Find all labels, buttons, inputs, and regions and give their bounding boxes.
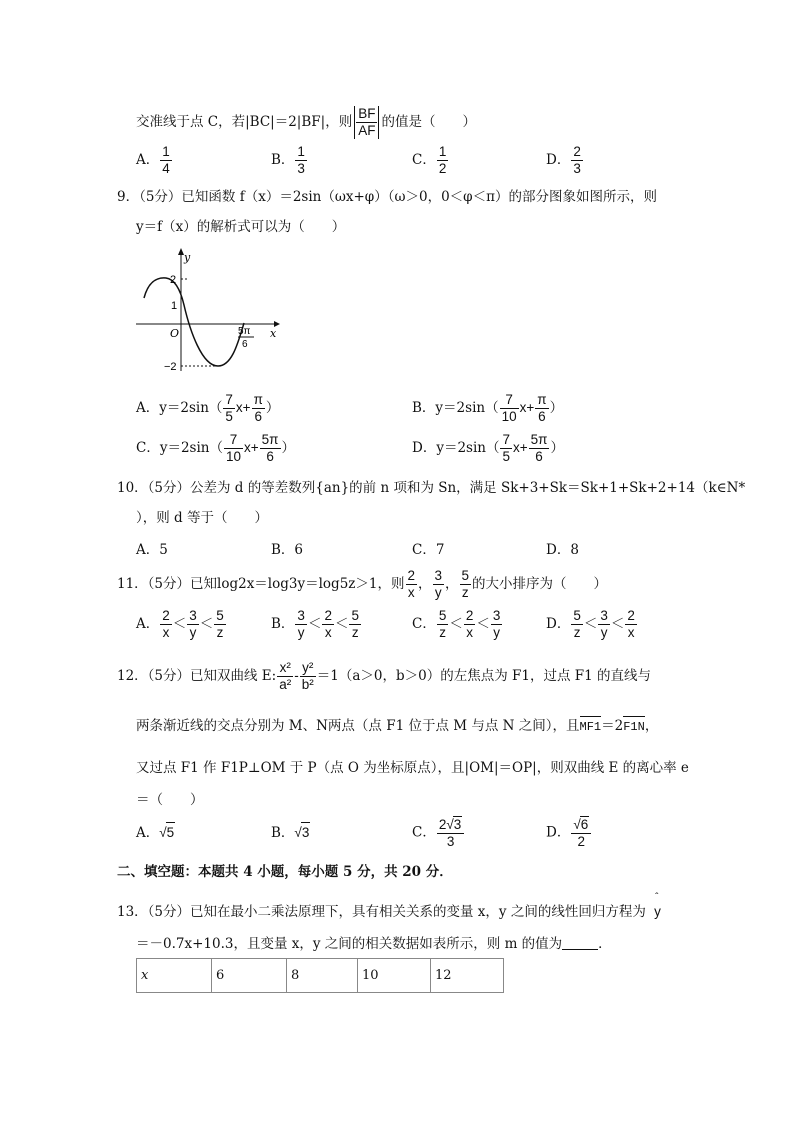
option-label: C．: [412, 824, 436, 841]
option-label: D．: [546, 152, 571, 168]
q10-option-b[interactable]: [271, 540, 303, 560]
q13-stem-line1: [117, 892, 661, 922]
frac-num: 5: [461, 568, 470, 583]
frac-den: a²: [279, 677, 292, 692]
frac-num: 7: [225, 392, 233, 407]
q13-data-table: [136, 958, 504, 993]
q12-text-c: 两条渐近线的交点分别为 M、N两点（点 F1 位于点 M 与点 N 之间），且: [136, 718, 580, 734]
frac-den: 5: [225, 409, 233, 424]
q12-stem-line1: [117, 660, 651, 693]
minus-sign: -: [294, 668, 299, 683]
q11-option-d[interactable]: [546, 608, 638, 641]
option-text: 8: [570, 542, 579, 558]
frac-den: x: [466, 625, 473, 640]
q8-frac-num: BF: [358, 106, 376, 121]
section-header-fill-in: 二、填空题：本题共 4 小题，每小题 5 分，共 20 分．: [117, 864, 453, 880]
option-label: C．: [412, 152, 436, 168]
option-text: 6: [294, 542, 304, 558]
q13-text-a: 13．（5分）已知在最小二乘法原理下，具有相关关系的变量 x，y 之间的线性回归方程为: [117, 904, 646, 920]
frac-num: 7: [502, 432, 510, 447]
option-label: A．: [136, 152, 160, 168]
q12-option-b[interactable]: B．√3: [271, 822, 310, 843]
frac-den: z: [351, 625, 359, 640]
option-text: x+: [519, 400, 535, 415]
frac-den: 4: [162, 161, 170, 176]
option-text: y＝2sin（: [159, 440, 223, 456]
q9-option-d[interactable]: [412, 432, 564, 465]
q11-option-c[interactable]: [412, 608, 503, 641]
option-label: D．: [546, 616, 571, 632]
table-cell: 6: [212, 959, 287, 993]
q11-option-b[interactable]: [271, 608, 362, 641]
frac-num: 3: [297, 608, 305, 623]
frac-num: π: [253, 392, 263, 407]
option-label: B．: [271, 616, 295, 632]
frac-num: 5π: [261, 432, 279, 447]
option-label: D．: [546, 824, 571, 841]
option-label: A．: [136, 400, 160, 416]
frac-den: 2: [577, 834, 586, 849]
q13-text-b: ＝－0.7x+10.3，且变量 x，y 之间的相关数据如表所示，则 m 的值为: [136, 936, 563, 952]
option-label: B．: [271, 825, 295, 841]
frac-den: y: [434, 585, 442, 600]
option-label: C．: [412, 542, 436, 558]
q10-option-c[interactable]: [412, 540, 444, 560]
q13-stem-line2: [136, 934, 612, 954]
q9-option-c[interactable]: [136, 432, 295, 465]
frac-den: x: [627, 625, 635, 640]
q11-option-a[interactable]: [136, 608, 227, 641]
tick-neg2: −2: [164, 361, 177, 373]
sine-curve: [144, 278, 244, 366]
origin-label: O: [170, 327, 180, 340]
option-text: 7: [435, 542, 445, 558]
frac-den: 3: [573, 161, 581, 176]
frac-num: y²: [300, 660, 316, 677]
option-text: y＝2sin（: [435, 400, 499, 416]
frac-num: x²: [277, 660, 293, 677]
x-tick-num: 5π: [238, 326, 251, 337]
frac-num: 3: [189, 608, 197, 623]
radicand: 6: [580, 817, 589, 832]
frac-num: 5: [216, 608, 224, 623]
tick-1: 1: [171, 300, 178, 312]
frac-num: π: [537, 392, 547, 407]
option-label: C．: [412, 616, 436, 632]
table-cell: 8: [287, 959, 358, 993]
frac-num: 3: [492, 608, 501, 623]
q10-stem-line1: 10．（5分）公差为 d 的等差数列{an}的前 n 项和为 Sn，满足 Sk+3+Sk＝Sk+1+Sk+2+14（k∈N*: [117, 480, 746, 496]
frac-den: 2: [438, 161, 447, 176]
frac-num: 5: [351, 608, 359, 623]
vector-f1n: F1N: [623, 717, 645, 737]
frac-num: 5: [438, 608, 447, 623]
frac-num: 2: [465, 608, 474, 623]
option-text: ）: [549, 400, 564, 416]
option-text: 5: [159, 542, 168, 558]
q12-text-b: ＝1（a＞0，b＞0）的左焦点为 F1，过点 F1 的直线与: [316, 668, 651, 684]
lt-sign: ＜: [610, 616, 625, 632]
frac-num: 1: [297, 144, 305, 159]
option-label: C．: [136, 440, 160, 456]
frac-num: 7: [500, 392, 519, 409]
lt-sign: ＜: [172, 616, 187, 632]
radicand: 5: [166, 822, 176, 843]
q9-stem-line2: y＝f（x）的解析式可以为（ ）: [136, 219, 346, 235]
q9-option-a[interactable]: [136, 392, 279, 425]
table-cell: 10: [358, 959, 431, 993]
q9-sine-graph: [134, 243, 284, 375]
q12-option-d[interactable]: D． $\frac{√6}{2}$: [546, 816, 592, 850]
frac-den: b²: [301, 677, 314, 692]
frac-num: 1: [162, 144, 170, 159]
q9-stem-line1: 9．（5分）已知函数 f（x）＝2sin（ωx+φ）（ω＞0，0＜φ＜π）的部分图象如图所示，则: [117, 189, 658, 205]
frac-den: z: [216, 625, 224, 640]
option-label: D．: [412, 440, 437, 456]
option-label: A．: [136, 616, 160, 632]
lt-sign: ＜: [583, 616, 598, 632]
frac-den: z: [439, 625, 446, 640]
option-label: A．: [136, 542, 160, 558]
q8-stem: [136, 106, 476, 139]
q8-text-a: 交准线于点 C，若|BC|＝2|BF|，则: [136, 114, 353, 130]
q13-text-c: ．: [598, 936, 612, 952]
q10-option-a[interactable]: [136, 540, 168, 560]
frac-num: 3: [600, 608, 608, 623]
frac-num: 2: [627, 608, 635, 623]
q12-option-c[interactable]: C． $\frac{2√3}{3}$: [412, 816, 465, 850]
coef: 2: [438, 817, 447, 832]
lt-sign: ＜: [199, 616, 214, 632]
q8-text-b: 的值是（ ）: [381, 114, 476, 130]
frac-num: 1: [438, 144, 447, 159]
q8-frac-den: AF: [358, 123, 376, 138]
frac-den: 6: [254, 409, 262, 424]
lt-sign: ＜: [476, 616, 490, 632]
y-hat-letter: y: [654, 904, 661, 919]
option-text: ）: [550, 440, 564, 456]
option-text: ）: [281, 440, 295, 456]
frac-num: 7: [224, 432, 243, 449]
lt-sign: ＜: [334, 616, 349, 632]
y-axis-label: y: [184, 251, 191, 264]
frac-den: z: [573, 625, 581, 640]
frac-num: 5: [573, 608, 581, 623]
q12-option-a[interactable]: A．√5: [136, 822, 175, 843]
table-cell: x: [137, 959, 212, 993]
q11-text-a: 11．（5分）已知log2x＝log3y＝log5z＞1，则: [117, 576, 405, 592]
q12-stem-line2: [136, 716, 658, 737]
lt-sign: ＜: [449, 616, 463, 632]
q8-abs-frac: [354, 106, 379, 139]
option-text: x+: [244, 440, 259, 455]
frac-num: 2: [162, 608, 170, 623]
frac-den: 10: [226, 449, 242, 464]
option-text: y＝2sin（: [436, 440, 500, 456]
option-text: x+: [235, 400, 251, 415]
frac-den: x: [162, 625, 170, 640]
frac-den: y: [493, 625, 500, 640]
q12-eq: ＝2: [601, 718, 624, 734]
option-label: B．: [271, 152, 295, 168]
sep: ，: [445, 576, 459, 592]
q8-option-b[interactable]: [271, 144, 308, 177]
option-text: ）: [265, 400, 280, 416]
option-label: B．: [412, 400, 436, 416]
tick-2: 2: [170, 274, 177, 286]
q10-stem-line2: ），则 d 等于（ ）: [136, 510, 268, 526]
frac-den: y: [189, 625, 197, 640]
q11-text-b: 的大小排序为（ ）: [472, 576, 608, 592]
radicand: 3: [453, 817, 462, 832]
frac-den: y: [297, 625, 305, 640]
frac-den: z: [461, 585, 469, 600]
lt-sign: ＜: [307, 616, 322, 632]
q12-stem-line3: 又过点 F1 作 F1P⊥OM 于 P（点 O 为坐标原点），且|OM|＝OP|，则双曲线 E 的离心率 e: [136, 760, 689, 776]
frac-den: 5: [502, 449, 510, 464]
q10-option-d[interactable]: [546, 540, 579, 560]
option-label: D．: [546, 542, 571, 558]
frac-num: 3: [434, 568, 443, 583]
frac-num: 2: [573, 144, 581, 159]
option-label: A．: [136, 825, 160, 841]
frac-num: 2: [407, 568, 416, 583]
frac-den: 3: [446, 834, 455, 849]
frac-den: y: [600, 625, 608, 640]
table-cell: 12: [431, 959, 504, 993]
q8-option-d[interactable]: [546, 144, 584, 177]
option-text: x+: [513, 440, 528, 455]
frac-den: 10: [501, 409, 517, 424]
q11-stem: [117, 568, 607, 601]
q9-option-b[interactable]: [412, 392, 563, 425]
frac-num: 5π: [530, 432, 548, 447]
frac-den: 6: [535, 449, 543, 464]
q8-option-c[interactable]: [412, 144, 449, 177]
x-axis-label: x: [270, 327, 277, 340]
frac-den: x: [407, 585, 415, 600]
option-label: B．: [271, 542, 295, 558]
q12-text-d: ，: [644, 718, 659, 734]
q12-text-a: 12．（5分）已知双曲线 E:: [117, 668, 277, 684]
q12-stem-line4: ＝（ ）: [136, 792, 204, 808]
y-hat: ˆ y: [654, 892, 661, 919]
frac-den: 3: [297, 161, 305, 176]
vector-mf1: MF1: [580, 717, 602, 737]
q8-option-a[interactable]: [136, 144, 173, 177]
radicand: 3: [301, 822, 311, 843]
table-row: [137, 959, 504, 993]
sep: ，: [418, 576, 432, 592]
frac-den: x: [324, 625, 332, 640]
answer-blank[interactable]: [562, 949, 598, 950]
option-text: y＝2sin（: [159, 400, 223, 416]
frac-den: 6: [538, 409, 546, 424]
frac-num: 2: [324, 608, 332, 623]
x-tick-den: 6: [242, 339, 248, 350]
frac-den: 6: [266, 449, 274, 464]
